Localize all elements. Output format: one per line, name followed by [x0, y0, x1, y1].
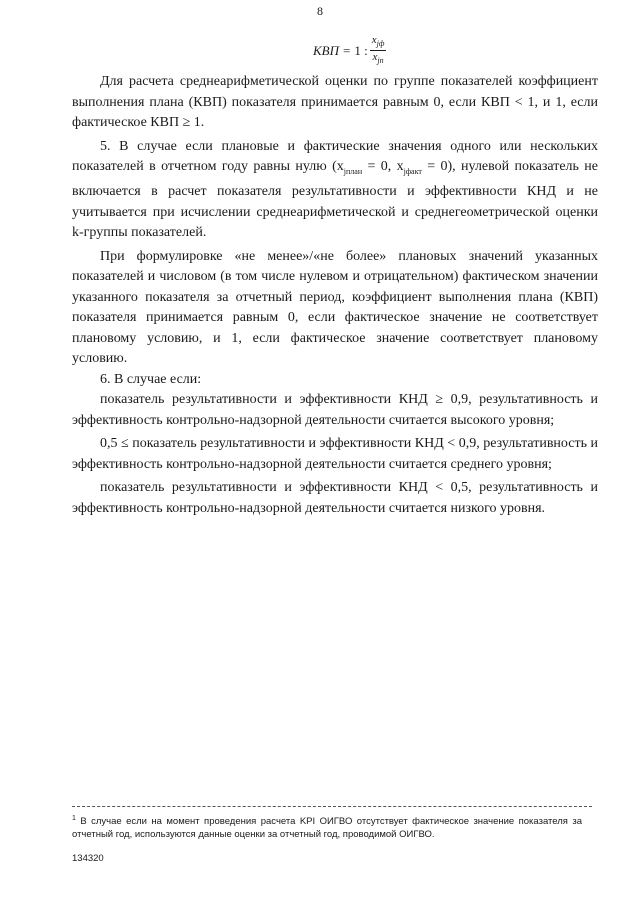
- paragraph-high-level: показатель результативности и эффективности КНД ≥ 0,9, результативность и эффективность контрольно-надзорной деятельности считается высокого уровня;: [72, 392, 598, 428]
- paragraph-formulation: При формулировке «не менее»/«не более» плановых значений указанных показателей и числовом (в том числе нулевом и отрицательном) фактическом значении указанного показателя за отчетный период, коэффициент выполнения плана (КВП) показателя принимается равным 0, если фактическое значение не соответствует плановому условию, и 1, если фактическое значение соответствует плановому условию.: [72, 248, 598, 367]
- body-text: [72, 72, 598, 519]
- paragraph-low-level: показатель результативности и эффективности КНД < 0,5, результативность и эффективность контрольно-надзорной деятельности считается низкого уровня.: [72, 480, 598, 516]
- footnote: $^1$ В случае если на момент проведения расчета KPI ОИГВО отсутствует фактическое значение показателя за отчетный год, используются данные оценки за отчетный год, проводимой ОИГВО.: [72, 815, 582, 841]
- document-id: 134320: [72, 853, 104, 864]
- page-number: 8: [317, 4, 323, 18]
- paragraph-medium-level: 0,5 ≤ показатель результативности и эффективности КНД < 0,9, результативность и эффективность контрольно-надзорной деятельности считается среднего уровня;: [72, 436, 598, 472]
- formula-lhs: КВП: [313, 42, 339, 58]
- paragraph-6: 6. В случае если:: [100, 371, 202, 387]
- formula-rhs-prefix: 1 :: [354, 42, 368, 58]
- footnote-divider: [72, 806, 592, 807]
- formula-fraction: [370, 34, 387, 67]
- kvp-formula: [313, 34, 386, 67]
- paragraph-kvp-rule: Для расчета среднеарифметической оценки по группе показателей коэффициент выполнения плана (КВП) показателя принимается равным 0, если КВП < 1, и 1, если фактическое КВП ≥ 1.: [72, 74, 598, 130]
- paragraph-5: 5. В случае если плановые и фактические значения одного или нескольких показателей в отчетном году равны нулю ($x_{jплан} = 0$, $x_{jфакт} = 0$), нулевой показатель не включается в расчет показателя результативности и эффективности КНД и не учитывается при исчислении среднеарифметической и среднегеометрической оценки k-группы показателей.: [72, 138, 598, 241]
- formula-equals: =: [342, 42, 351, 58]
- formula-denominator: $x_{jп}$: [372, 51, 384, 66]
- formula-numerator: $x_{jф}$: [370, 34, 387, 51]
